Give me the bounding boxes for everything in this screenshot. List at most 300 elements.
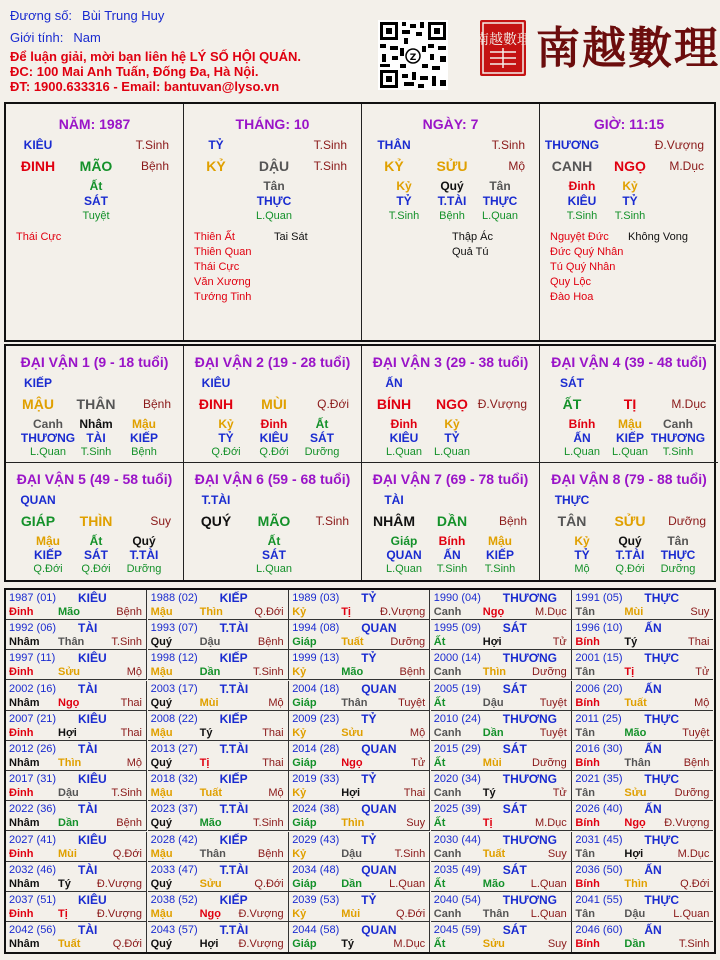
pillar-title: GIỜ: 11:15 [593, 116, 665, 132]
year-cell[interactable] [289, 741, 430, 771]
year-cell[interactable] [431, 832, 572, 862]
year-star: KIÊU [78, 893, 107, 907]
year-cell[interactable] [572, 741, 713, 771]
year-star: QUAN [361, 621, 397, 636]
hidden-star: T.TÀI [129, 548, 159, 562]
year-label: 2041 (55) [575, 894, 623, 906]
year-stem: Tân [575, 847, 595, 860]
contact-phone-email[interactable]: ĐT: 1900.633316 - Email: bantuvan@lyso.vn [10, 79, 280, 94]
year-stage: Q.Đới [112, 847, 142, 860]
luck-decades-table [4, 344, 716, 582]
year-cell[interactable] [6, 801, 147, 831]
hidden-stem: Đinh [568, 179, 596, 193]
hidden-star: SÁT [310, 431, 334, 445]
year-label: 1997 (11) [9, 652, 56, 665]
svg-text:Z: Z [409, 53, 417, 63]
hidden-star: THỰC [256, 194, 292, 208]
year-stage: Mộ [126, 757, 142, 769]
heavenly-stem: KỶ [384, 158, 404, 174]
year-cell[interactable] [6, 590, 147, 620]
special-star: Tướng Tinh [194, 291, 252, 303]
year-stem: Canh [433, 847, 462, 860]
year-star: QUAN [361, 923, 397, 938]
year-branch: Sửu [341, 726, 364, 739]
year-branch: Sửu [482, 938, 505, 951]
contact-invite: Để luận giải, mời bạn liên hệ LÝ SỐ HỘI QUÁN. [10, 49, 301, 64]
pillar-column [540, 104, 718, 340]
year-cell[interactable] [289, 922, 430, 952]
hidden-star: ẤN [443, 548, 461, 562]
year-cell[interactable] [6, 711, 147, 741]
special-star: Thiên Quan [194, 246, 252, 258]
year-stage: T.Sinh [394, 847, 426, 860]
year-stem: Ất [433, 877, 446, 890]
year-star: SÁT [502, 621, 527, 636]
year-star: KIẾP [219, 711, 248, 726]
year-branch: Tị [624, 666, 635, 679]
year-cell[interactable] [289, 771, 430, 801]
decade-star: KIẾP [23, 376, 52, 390]
luck-decade-cell [6, 463, 184, 580]
year-cell[interactable] [6, 922, 147, 952]
year-stage: T.Sinh [678, 938, 710, 951]
decade-stage: Dưỡng [668, 514, 706, 528]
year-branch: Tý [341, 938, 355, 951]
year-cell[interactable] [148, 711, 289, 741]
year-stem: Nhâm [9, 696, 40, 709]
year-stem: Bính [575, 636, 600, 649]
year-cell[interactable] [148, 922, 289, 952]
branch-stage: T.Sinh [313, 159, 347, 173]
hidden-star: TỶ [444, 431, 460, 445]
year-stage: M.Dục [393, 938, 426, 951]
year-stage: Bệnh [257, 847, 284, 860]
year-star: SÁT [502, 923, 527, 938]
year-stage: L.Quan [673, 908, 710, 920]
decade-star: KIÊU [201, 376, 231, 390]
year-branch: Hợi [482, 636, 502, 649]
year-label: 2012 (26) [9, 743, 57, 755]
year-stage: Thai [120, 726, 142, 739]
year-cell[interactable] [148, 801, 289, 831]
year-label: 2016 (30) [575, 743, 623, 755]
year-branch: Sửu [199, 877, 222, 890]
year-star: TÀI [78, 923, 98, 938]
year-stem: Mậu [150, 787, 173, 800]
year-star: THƯƠNG [502, 711, 557, 726]
decade-stage: Đ.Vượng [477, 397, 527, 411]
year-label: 1991 (05) [575, 592, 623, 604]
year-cell[interactable] [6, 650, 147, 680]
year-cell[interactable] [148, 771, 289, 801]
hidden-stage: L.Quan [255, 563, 293, 575]
special-star: Đào Hoa [550, 291, 594, 303]
year-stem: Đinh [9, 908, 34, 920]
year-label: 1994 (08) [292, 622, 340, 635]
year-star: THƯƠNG [502, 772, 557, 787]
hidden-stem: Bính [438, 534, 466, 548]
year-stage: Bệnh [399, 666, 426, 679]
year-stage: T.Sinh [111, 636, 142, 649]
year-cell[interactable] [148, 832, 289, 862]
year-stage: T.Sinh [253, 817, 284, 830]
decade-stage: Bệnh [142, 397, 171, 411]
year-cell[interactable] [572, 832, 713, 862]
decade-stage: Q.Đới [317, 397, 349, 411]
decade-star: THỰC [554, 493, 590, 507]
year-cell[interactable] [289, 801, 430, 831]
year-stage: Tuyệt [539, 696, 567, 709]
year-star: SÁT [502, 681, 527, 696]
main-star: KIÊU [23, 138, 53, 152]
year-stem: Ất [433, 636, 446, 649]
year-label: 2022 (36) [9, 803, 57, 816]
year-cell[interactable] [572, 650, 713, 680]
year-stage: Dưỡng [390, 636, 426, 649]
year-cell[interactable] [148, 681, 289, 711]
year-cell[interactable] [6, 741, 147, 771]
year-cell[interactable] [431, 801, 572, 831]
year-cell[interactable] [572, 862, 713, 892]
year-label: 2033 (47) [150, 863, 198, 876]
hidden-star: TỶ [622, 194, 638, 208]
year-branch: Ngọ [58, 696, 80, 709]
year-stem: Giáp [292, 636, 317, 649]
year-stem: Mậu [150, 666, 173, 679]
owner-label: Đương số: [10, 8, 73, 23]
year-star: THỰC [644, 893, 680, 907]
hidden-stem: Quý [618, 534, 642, 548]
year-stem: Quý [150, 817, 172, 830]
year-label: 2005 (19) [433, 682, 481, 695]
year-stage: Bệnh [116, 606, 142, 618]
year-star: ẤN [644, 742, 662, 756]
year-label: 2040 (54) [433, 894, 481, 906]
decade-star: TÀI [384, 493, 404, 507]
year-branch: Thân [199, 847, 226, 860]
year-stage: Tử [552, 787, 567, 800]
hidden-star: TỶ [396, 194, 412, 208]
year-stage: L.Quan [530, 908, 567, 920]
hidden-stem: Quý [132, 534, 156, 548]
year-stem: Canh [433, 787, 462, 800]
svg-text:南越數理: 南越數理 [475, 32, 531, 48]
year-cell[interactable] [289, 892, 430, 922]
year-cell[interactable] [6, 832, 147, 862]
year-star: KIÊU [78, 651, 107, 666]
hidden-stage: Dưỡng [126, 563, 162, 575]
qr-code-icon[interactable] [378, 20, 448, 90]
year-star: TÀI [78, 681, 98, 696]
hidden-stem: Kỷ [218, 417, 234, 431]
year-cell[interactable] [289, 590, 430, 620]
year-branch: Dậu [624, 908, 646, 920]
year-cell[interactable] [289, 681, 430, 711]
year-stem: Nhâm [9, 636, 40, 649]
year-branch: Sửu [624, 787, 647, 800]
hidden-stem: Nhâm [79, 417, 113, 431]
year-stem: Ất [433, 938, 446, 951]
year-cell[interactable] [572, 711, 713, 741]
year-stage: Đ.Vượng [664, 817, 710, 830]
year-label: 2030 (44) [433, 833, 481, 846]
year-stage: Đ.Vượng [96, 908, 142, 920]
year-branch: Mùi [624, 606, 644, 618]
year-star: THỰC [644, 711, 680, 726]
year-cell[interactable] [572, 590, 713, 620]
year-stage: Tuyệt [682, 726, 710, 739]
year-cell[interactable] [289, 620, 430, 650]
hidden-stage: T.Sinh [662, 446, 694, 458]
year-label: 2010 (24) [433, 712, 481, 725]
hidden-stem: Quý [440, 179, 464, 193]
special-star: Thiên Ất [194, 231, 235, 243]
year-cell[interactable] [431, 741, 572, 771]
year-star: KIẾP [219, 651, 248, 666]
year-branch: Mùi [482, 757, 502, 769]
year-star: TÀI [78, 802, 98, 817]
year-cell[interactable] [289, 832, 430, 862]
year-branch: Mùi [58, 847, 77, 860]
year-cell[interactable] [6, 892, 147, 922]
year-branch: Tị [199, 757, 210, 769]
year-stage: Q.Đới [254, 606, 284, 618]
year-cell[interactable] [289, 711, 430, 741]
hidden-stem: Đinh [260, 417, 288, 431]
year-cell[interactable] [431, 711, 572, 741]
hidden-stem: Ất [267, 534, 281, 548]
year-label: 2018 (32) [150, 773, 198, 786]
year-stem: Mậu [150, 847, 173, 860]
year-branch: Thân [341, 696, 368, 709]
year-cell[interactable] [572, 771, 713, 801]
year-stage: Tuyệt [539, 726, 567, 739]
year-stem: Nhâm [9, 817, 40, 830]
hidden-star: TỶ [218, 431, 234, 445]
branch-stage: M.Dục [669, 159, 704, 173]
hidden-star: KIẾP [485, 548, 514, 562]
year-cell[interactable] [572, 892, 713, 922]
hidden-stage: Mộ [574, 563, 590, 575]
hidden-star: KIẾP [33, 548, 62, 562]
year-label: 1989 (03) [292, 592, 340, 604]
year-label: 2035 (49) [433, 863, 481, 876]
year-star: ẤN [644, 802, 662, 817]
year-branch: Thân [58, 636, 85, 649]
year-label: 2046 (60) [575, 924, 623, 937]
hidden-stage: L.Quan [385, 446, 423, 458]
decade-stage: M.Dục [671, 397, 706, 411]
year-stem: Nhâm [9, 877, 40, 890]
year-branch: Mão [341, 666, 364, 679]
year-stage: Tử [695, 666, 710, 679]
special-star: Không Vong [628, 231, 688, 243]
year-cell[interactable] [431, 922, 572, 952]
hidden-stage: L.Quan [255, 210, 293, 222]
year-label: 2008 (22) [150, 712, 198, 725]
year-stage: Suy [406, 817, 426, 830]
year-cell[interactable] [148, 590, 289, 620]
year-cell[interactable] [6, 862, 147, 892]
year-label: 1988 (02) [150, 592, 198, 604]
year-star: KIẾP [219, 772, 248, 787]
year-stem: Kỷ [292, 726, 307, 739]
year-branch: Dần [58, 817, 79, 830]
year-label: 2027 (41) [9, 833, 57, 846]
year-star: KIÊU [78, 832, 107, 847]
four-pillars-table [4, 102, 716, 342]
hidden-stage: L.Quan [563, 446, 601, 458]
year-label: 2038 (52) [150, 894, 198, 906]
year-cell[interactable] [6, 681, 147, 711]
year-stem: Tân [575, 666, 595, 679]
hidden-stage: T.Sinh [484, 563, 516, 575]
year-cell[interactable] [572, 801, 713, 831]
hidden-star: TÀI [86, 431, 106, 445]
hidden-star: KIẾP [129, 431, 158, 445]
year-cell[interactable] [431, 650, 572, 680]
decade-stem: ĐINH [198, 396, 234, 412]
hidden-stage: Q.Đới [33, 563, 63, 575]
year-cell[interactable] [431, 892, 572, 922]
year-cell[interactable] [148, 620, 289, 650]
year-cell[interactable] [572, 681, 713, 711]
year-stem: Đinh [9, 787, 34, 800]
year-stage: Thai [403, 787, 426, 800]
year-branch: Tuất [58, 938, 81, 951]
decade-stem: ẤT [562, 396, 582, 412]
heavenly-stem: KỶ [206, 158, 226, 174]
year-branch: Mùi [199, 696, 219, 709]
year-branch: Mão [624, 726, 647, 739]
year-branch: Dần [199, 666, 221, 679]
year-star: THƯƠNG [502, 591, 557, 605]
year-stem: Giáp [292, 938, 317, 951]
year-cell[interactable] [289, 862, 430, 892]
special-star: Thái Cực [16, 231, 62, 243]
hidden-star: T.TÀI [615, 548, 645, 562]
owner-name: Bùi Trung Huy [82, 8, 165, 23]
year-cell[interactable] [289, 650, 430, 680]
year-star: T.TÀI [219, 681, 249, 696]
year-cell[interactable] [572, 620, 713, 650]
year-cell[interactable] [572, 922, 713, 952]
year-cell[interactable] [431, 771, 572, 801]
year-stage: M.Dục [535, 606, 567, 618]
luck-decade-cell [6, 346, 184, 463]
year-cell[interactable] [6, 771, 147, 801]
year-stage: Thai [120, 696, 142, 709]
hidden-stage: Q.Đới [81, 563, 111, 575]
decade-title: ĐẠI VẬN 5 (49 - 58 tuổi) [16, 471, 173, 487]
special-star: Thập Ác [452, 231, 493, 243]
year-cell[interactable] [431, 620, 572, 650]
year-branch: Tuất [482, 847, 506, 860]
year-star: QUAN [361, 742, 397, 756]
year-stem: Đinh [9, 666, 34, 679]
year-cell[interactable] [148, 650, 289, 680]
year-cell[interactable] [148, 892, 289, 922]
year-label: 2036 (50) [575, 863, 623, 876]
year-stage: M.Dục [677, 847, 710, 860]
year-label: 1999 (13) [292, 652, 340, 665]
year-cell[interactable] [6, 620, 147, 650]
year-stem: Tân [575, 787, 595, 800]
hidden-stage: Q.Đới [259, 446, 289, 458]
year-cell[interactable] [431, 681, 572, 711]
hidden-star: THƯƠNG [20, 431, 76, 445]
year-label: 1992 (06) [9, 622, 57, 635]
year-branch: Thìn [482, 666, 507, 679]
special-star: Văn Xương [194, 276, 251, 288]
year-label: 2007 (21) [9, 712, 57, 725]
main-stage: T.Sinh [135, 138, 169, 152]
hidden-stage: Dưỡng [304, 446, 340, 458]
year-label: 2000 (14) [433, 652, 481, 665]
year-branch: Tý [482, 787, 496, 800]
main-stage: T.Sinh [313, 138, 347, 152]
year-stem: Tân [575, 908, 595, 920]
year-cell[interactable] [431, 590, 572, 620]
pillar-title: THÁNG: 10 [235, 116, 310, 132]
special-star: Đức Quý Nhân [550, 246, 624, 258]
year-label: 2014 (28) [292, 743, 340, 755]
hidden-stage: T.Sinh [614, 210, 646, 222]
year-branch: Tuất [199, 787, 222, 800]
year-stage: Tử [411, 757, 426, 769]
year-branch: Mão [199, 817, 222, 830]
year-label: 2009 (23) [292, 712, 340, 725]
year-label: 2043 (57) [150, 924, 198, 937]
year-cell[interactable] [148, 741, 289, 771]
year-star: QUAN [361, 802, 397, 817]
decade-title: ĐẠI VẬN 7 (69 - 78 tuổi) [372, 471, 529, 487]
decade-stem: QUÝ [200, 513, 232, 529]
decade-branch: MÙI [261, 396, 287, 412]
year-stage: Bệnh [257, 636, 284, 649]
year-star: THỰC [644, 772, 680, 787]
hidden-stem: Ất [315, 417, 329, 431]
decade-stem: TÂN [557, 513, 587, 529]
year-stem: Giáp [292, 877, 317, 890]
hidden-star: THỰC [482, 194, 518, 208]
year-branch: Tuất [341, 636, 364, 649]
year-label: 1995 (09) [433, 622, 481, 635]
hidden-stage: T.Sinh [80, 446, 112, 458]
year-label: 2015 (29) [433, 743, 481, 755]
pillar-column [184, 104, 362, 340]
year-stem: Ất [433, 757, 446, 769]
year-label: 2042 (56) [9, 924, 57, 937]
year-stage: Đ.Vượng [238, 908, 284, 920]
decade-stage: Suy [150, 514, 171, 528]
year-stage: Q.Đới [254, 877, 284, 890]
earthly-branch: NGỌ [614, 158, 646, 174]
year-stem: Canh [433, 726, 462, 739]
year-star: T.TÀI [219, 862, 249, 877]
main-stage: Đ.Vượng [654, 138, 704, 152]
main-stage: T.Sinh [491, 138, 525, 152]
year-star: SÁT [502, 742, 527, 756]
decade-stem: GIÁP [20, 513, 56, 529]
special-star: Tú Quý Nhân [550, 261, 616, 273]
year-cell[interactable] [431, 862, 572, 892]
hidden-star: THỰC [660, 548, 696, 562]
year-stem: Đinh [9, 726, 34, 739]
gender-line [10, 30, 101, 45]
year-cell[interactable] [148, 862, 289, 892]
year-branch: Tuất [624, 696, 647, 709]
